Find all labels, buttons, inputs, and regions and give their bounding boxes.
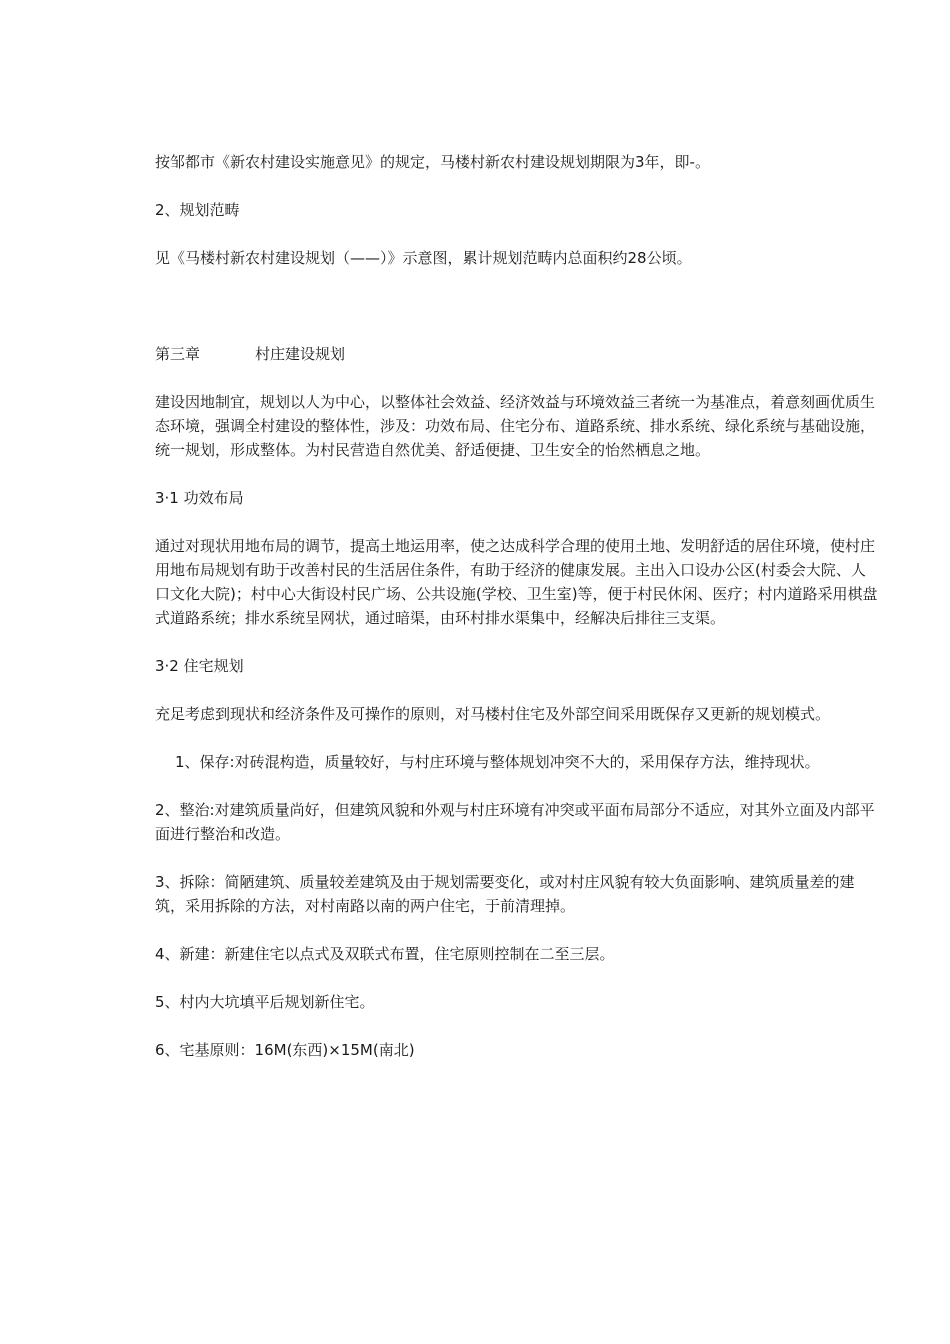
chapter-heading [155, 342, 880, 366]
list-item-fill-pit: 5、村内大坑填平后规划新住宅。 [155, 993, 375, 1011]
paragraph-3-2: 充足考虑到现状和经济条件及可操作的原则，对马楼村住宅及外部空间采用既保存又更新的规划模式。 [155, 705, 831, 723]
list-item-retain: 1、保存:对砖混构造，质量较好，与村庄环境与整体规划冲突不大的，采用保存方法，维持现状。 [175, 753, 820, 771]
list-item-renovate: 2、整治:对建筑质量尚好，但建筑风貌和外观与村庄环境有冲突或平面布局部分不适应，对其外立面及内部平面进行整治和改造。 [155, 801, 875, 843]
heading-planning-scope: 2、规划范畴 [155, 201, 240, 219]
paragraph-planning-scope: 见《马楼村新农村建设规划（——）》示意图，累计规划范畴内总面积约28公顷。 [155, 249, 692, 267]
chapter-title: 村庄建设规划 [255, 345, 346, 363]
document-page [155, 150, 880, 1086]
chapter-number: 第三章 [155, 345, 201, 363]
paragraph-planning-period: 按邹都市《新农村建设实施意见》的规定，马楼村新农村建设规划期限为3年，即-。 [155, 153, 710, 171]
list-item-new-build: 4、新建：新建住宅以点式及双联式布置，住宅原则控制在二至三层。 [155, 945, 615, 963]
heading-3-2: 3·2 住宅规划 [155, 657, 244, 675]
list-item-homestead-standard: 6、宅基原则：16M(东西)×15M(南北) [155, 1041, 415, 1059]
heading-3-1: 3·1 功效布局 [155, 489, 244, 507]
list-item-demolish: 3、拆除：简陋建筑、质量较差建筑及由于规划需要变化，或对村庄风貌有较大负面影响、建筑质量差的建筑，采用拆除的方法，对村南路以南的两户住宅，于前清理掉。 [155, 873, 855, 915]
paragraph-3-1: 通过对现状用地布局的调节，提高土地运用率，使之达成科学合理的使用土地、发明舒适的居住环境，使村庄用地布局规划有助于改善村民的生活居住条件，有助于经济的健康发展。主出入口设办公区(村委会大院、人口文化大院)；村中心大街设村民广场、公共设施(学校、卫生室)等，便于村民休闲、医疗；村内道路采用棋盘式道路系统；排水系统呈网状，通过暗渠，由环村排水渠集中，经解决后排往三支渠。 [155, 537, 878, 627]
spacer [155, 294, 880, 342]
paragraph-chapter-intro: 建设因地制宜，规划以人为中心，以整体社会效益、经济效益与环境效益三者统一为基准点，着意刻画优质生态环境，强调全村建设的整体性，涉及：功效布局、住宅分布、道路系统、排水系统、绿化系统与基础设施，统一规划，形成整体。为村民营造自然优美、舒适便捷、卫生安全的怡然栖息之地。 [155, 393, 876, 459]
